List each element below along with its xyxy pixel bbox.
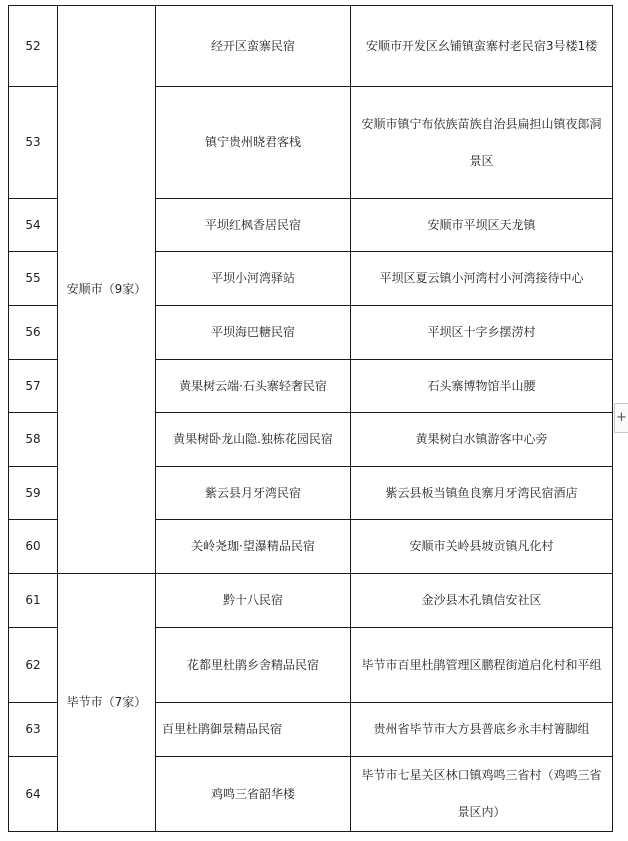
hotel-list-table [8, 5, 613, 832]
homestay-address: 黄果树白水镇游客中心旁 [351, 413, 613, 467]
homestay-name: 紫云县月牙湾民宿 [156, 467, 351, 520]
row-number: 52 [9, 6, 58, 87]
homestay-address: 安顺市开发区幺铺镇蛮寨村老民宿3号楼1楼 [351, 6, 613, 87]
city-cell: 毕节市（7家） [58, 574, 156, 832]
row-number: 60 [9, 520, 58, 574]
row-number: 57 [9, 360, 58, 413]
homestay-name: 鸡鸣三省韶华楼 [156, 757, 351, 832]
homestay-name: 平坝小河湾驿站 [156, 252, 351, 306]
row-number: 53 [9, 87, 58, 199]
homestay-address: 贵州省毕节市大方县普底乡永丰村箐脚组 [351, 703, 613, 757]
homestay-name: 镇宁贵州晓君客栈 [156, 87, 351, 199]
city-cell: 安顺市（9家） [58, 6, 156, 574]
row-number: 64 [9, 757, 58, 832]
homestay-address: 安顺市镇宁布依族苗族自治县扁担山镇夜郎洞景区 [351, 87, 613, 199]
table-row [9, 574, 613, 628]
homestay-name: 平坝海巴糖民宿 [156, 306, 351, 360]
row-number: 63 [9, 703, 58, 757]
homestay-address: 石头寨博物馆半山腰 [351, 360, 613, 413]
row-number: 56 [9, 306, 58, 360]
row-number: 62 [9, 628, 58, 703]
row-number: 55 [9, 252, 58, 306]
homestay-address: 毕节市百里杜鹃管理区鹏程街道启化村和平组 [351, 628, 613, 703]
homestay-name: 黄果树云端·石头寨轻奢民宿 [156, 360, 351, 413]
row-number: 59 [9, 467, 58, 520]
homestay-address: 平坝区夏云镇小河湾村小河湾接待中心 [351, 252, 613, 306]
homestay-name: 平坝红枫香居民宿 [156, 199, 351, 252]
homestay-name: 黄果树卧龙山隐.独栋花园民宿 [156, 413, 351, 467]
row-number: 58 [9, 413, 58, 467]
homestay-address: 安顺市关岭县坡贡镇凡化村 [351, 520, 613, 574]
homestay-address: 毕节市七星关区林口镇鸡鸣三省村（鸡鸣三省景区内） [351, 757, 613, 832]
homestay-name: 花都里杜鹃乡舍精品民宿 [156, 628, 351, 703]
homestay-address: 安顺市平坝区天龙镇 [351, 199, 613, 252]
homestay-address: 紫云县板当镇鱼良寨月牙湾民宿酒店 [351, 467, 613, 520]
table-row [9, 6, 613, 87]
homestay-address: 金沙县木孔镇信安社区 [351, 574, 613, 628]
add-row-button[interactable]: + [614, 403, 628, 433]
homestay-name: 百里杜鹃御景精品民宿 [156, 703, 351, 757]
homestay-name: 经开区蛮寨民宿 [156, 6, 351, 87]
homestay-name: 黔十八民宿 [156, 574, 351, 628]
homestay-address: 平坝区十字乡摆涝村 [351, 306, 613, 360]
row-number: 54 [9, 199, 58, 252]
row-number: 61 [9, 574, 58, 628]
homestay-name: 关岭尧珈·望瀑精品民宿 [156, 520, 351, 574]
